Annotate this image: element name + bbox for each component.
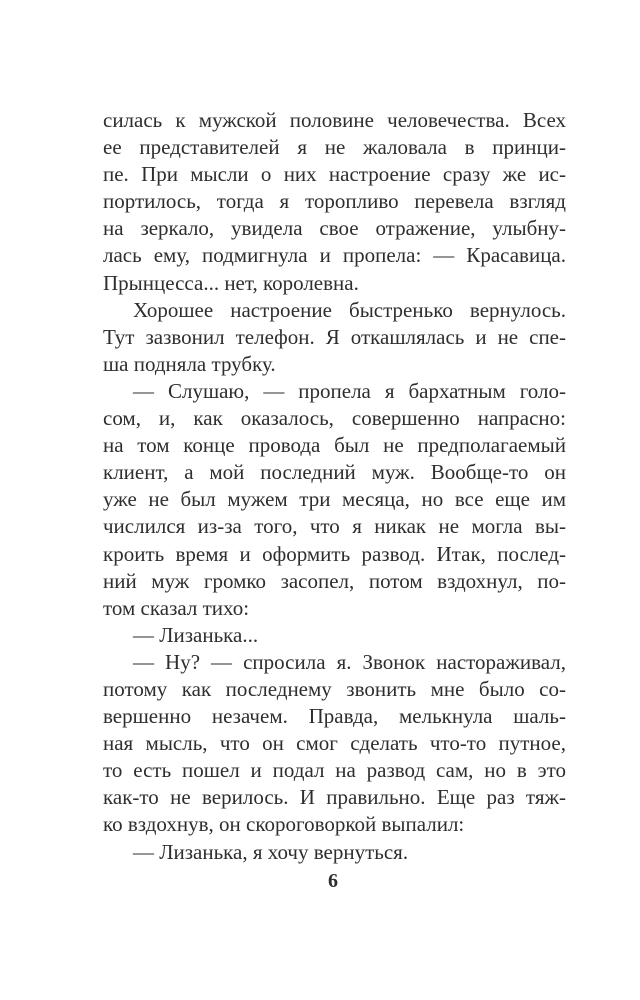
text-line: лась ему, подмигнула и пропела: — Красавица. xyxy=(103,243,566,268)
text-line: том сказал тихо: xyxy=(103,595,250,620)
text-line: — Ну? — спросила я. Звонок настораживал, xyxy=(133,649,566,674)
text-line: клиент, а мой последний муж. Вообще-то он xyxy=(103,460,566,485)
text-line: сом, и, как оказалось, совершенно напрасно: xyxy=(103,406,566,431)
text-line: как-то не верилось. И правильно. Еще раз тяж- xyxy=(103,785,566,810)
text-line: ша подняла трубку. xyxy=(103,351,276,376)
text-line: ний муж громко засопел, потом вздохнул, по- xyxy=(103,568,566,593)
text-line: Прынцесса... нет, королевна. xyxy=(103,270,359,295)
text-line: Хорошее настроение быстренько вернулось. xyxy=(133,297,566,322)
text-line: Тут зазвонил телефон. Я откашлялась и не спе- xyxy=(103,324,566,349)
text-line: то есть пошел и подал на развод сам, но в это xyxy=(103,758,566,783)
text-line: — Лизанька, я хочу вернуться. xyxy=(133,839,409,864)
text-line: портилось, тогда я торопливо перевела взгляд xyxy=(103,189,566,214)
text-line: вершенно незачем. Правда, мелькнула шаль- xyxy=(103,704,566,729)
text-line: пе. При мысли о них настроение сразу же ис- xyxy=(103,162,566,187)
text-line: кроить время и оформить развод. Итак, послед- xyxy=(103,541,566,566)
text-line: на том конце провода был не предполагаемый xyxy=(103,433,566,458)
text-line: ее представителей я не жаловала в принци- xyxy=(103,135,566,160)
text-line: — Лизанька... xyxy=(133,622,259,647)
text-line: на зеркало, увидела свое отражение, улыбну- xyxy=(103,216,566,241)
text-line: ко вздохнув, он скороговоркой выпалил: xyxy=(103,812,465,837)
text-line: потому как последнему звонить мне было со- xyxy=(103,676,566,701)
text-line: уже не был мужем три месяца, но все еще им xyxy=(103,487,566,512)
text-line: ная мысль, что он смог сделать что-то путное, xyxy=(103,731,566,756)
page-number: 6 xyxy=(328,870,338,892)
text-line: силась к мужской половине человечества. Всех xyxy=(103,108,566,132)
text-line: числился из-за того, что я никак не могла вы- xyxy=(103,514,566,539)
body-text xyxy=(103,107,566,866)
text-line: — Слушаю, — пропела я бархатным голо- xyxy=(133,378,566,403)
